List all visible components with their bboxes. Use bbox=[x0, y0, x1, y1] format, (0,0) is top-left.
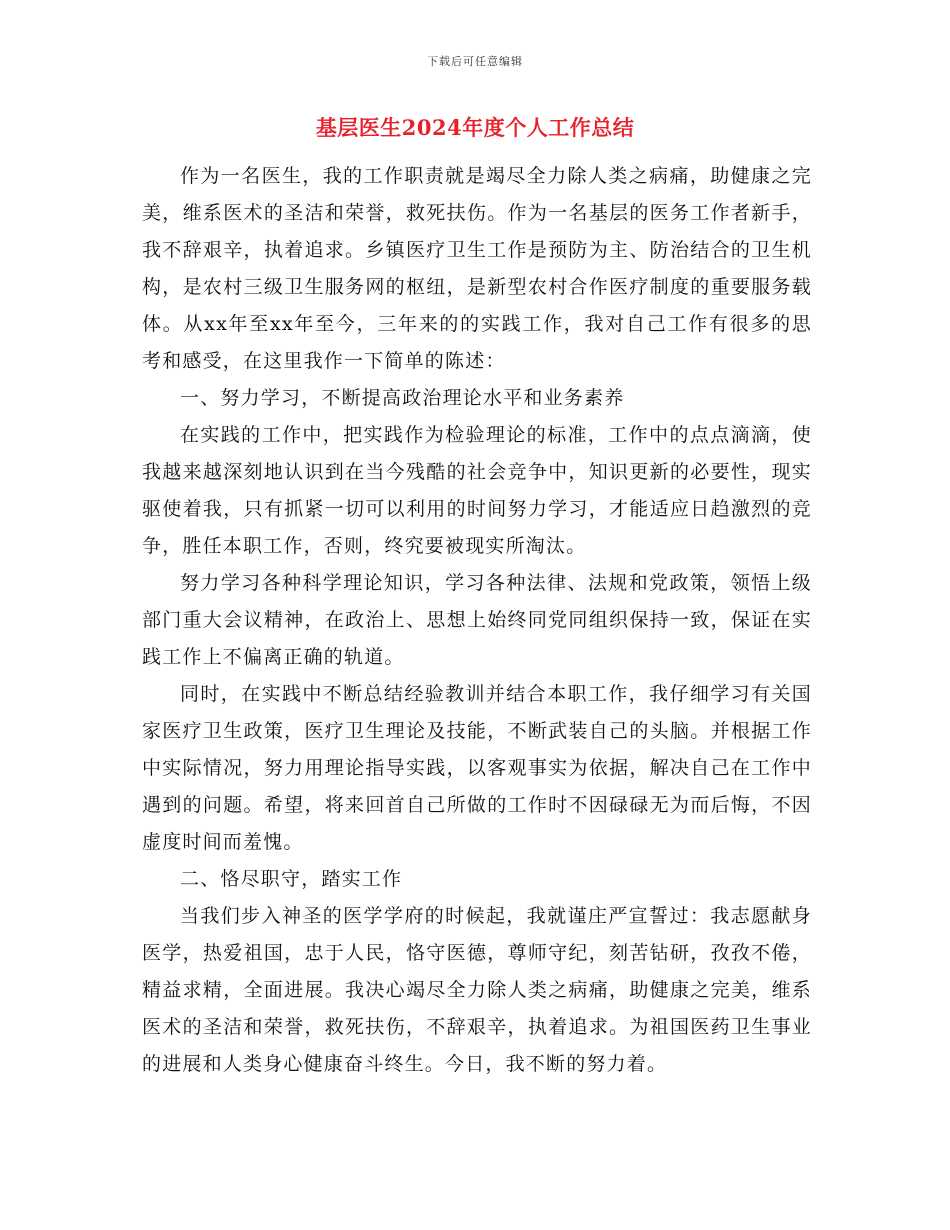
document-body bbox=[142, 158, 812, 1083]
paragraph-study: 努力学习各种科学理论知识，学习各种法律、法规和党政策，领悟上级部门重大会议精神，在政治上、思想上始终同党同组织保持一致，保证在实践工作上不偏离正确的轨道。 bbox=[142, 572, 812, 668]
section-heading-1: 一、努力学习，不断提高政治理论水平和业务素养 bbox=[180, 387, 625, 409]
paragraph-practice: 在实践的工作中，把实践作为检验理论的标准，工作中的点点滴滴，使我越来越深刻地认识到在当今残酷的社会竞争中，知识更新的必要性，现实驱使着我，只有抓紧一切可以利用的时间努力学习，才能适应日趋激烈的竞争，胜任本职工作，否则，终究要被现实所淘汰。 bbox=[142, 424, 812, 557]
paragraph-experience: 同时，在实践中不断总结经验教训并结合本职工作，我仔细学习有关国家医疗卫生政策，医疗卫生理论及技能，不断武装自己的头脑。并根据工作中实际情况，努力用理论指导实践，以客观事实为依据，解决自己在工作中遇到的问题。希望，将来回首自己所做的工作时不因碌碌无为而后悔，不因虚度时间而羞愧。 bbox=[142, 683, 812, 853]
header-note: 下载后可任意编辑 bbox=[427, 55, 523, 68]
section-heading-2: 二、恪尽职守，踏实工作 bbox=[180, 868, 403, 890]
paragraph-oath: 当我们步入神圣的医学学府的时候起，我就谨庄严宣誓过：我志愿献身医学，热爱祖国，忠于人民，恪守医德，尊师守纪，刻苦钻研，孜孜不倦，精益求精，全面进展。我决心竭尽全力除人类之病痛，助健康之完美，维系医术的圣洁和荣誉，救死扶伤，不辞艰辛，执着追求。为祖国医药卫生事业的进展和人类身心健康奋斗终生。今日，我不断的努力着。 bbox=[142, 905, 812, 1075]
document-title: 基层医生2024年度个人工作总结 bbox=[315, 115, 635, 140]
paragraph-intro: 作为一名医生，我的工作职责就是竭尽全力除人类之病痛，助健康之完美，维系医术的圣洁和荣誉，救死扶伤。作为一名基层的医务工作者新手，我不辞艰辛，执着追求。乡镇医疗卫生工作是预防为主、防治结合的卫生机构，是农村三级卫生服务网的枢纽，是新型农村合作医疗制度的重要服务载体。从xx年至xx年至今，三年来的的实践工作，我对自己工作有很多的思考和感受，在这里我作一下简单的陈述： bbox=[142, 165, 812, 372]
